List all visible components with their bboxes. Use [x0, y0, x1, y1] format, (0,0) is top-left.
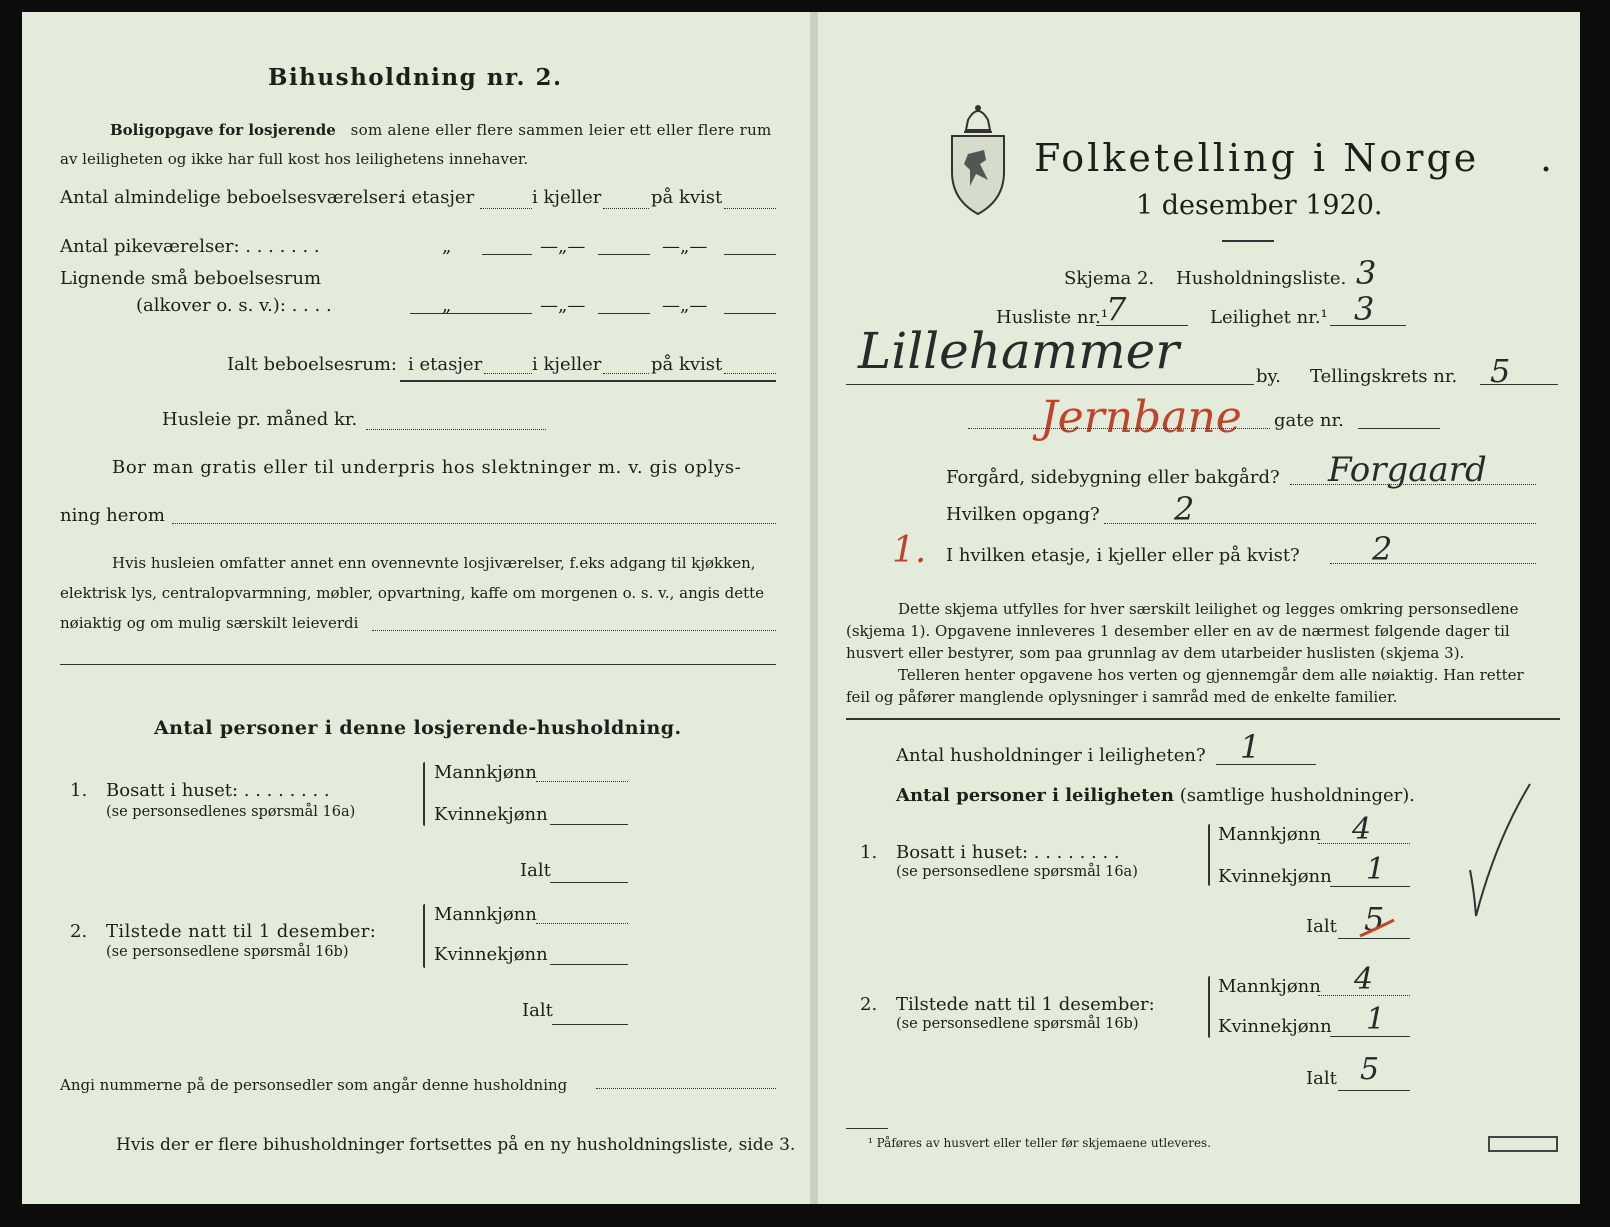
forgaard-label: Forgård, sidebygning eller bakgård?	[946, 467, 1280, 488]
tellingskrets-value: 5	[1490, 352, 1511, 390]
left-q1-sub: (se personsedlenes spørsmål 16a)	[106, 804, 356, 820]
left-persons-heading: Antal personer i denne losjerende-husholdning.	[154, 717, 682, 739]
leieverdi-field-2[interactable]	[60, 664, 776, 665]
alkover-label: (alkover o. s. v.): . . . .	[136, 295, 332, 316]
left-q2-ialt-field[interactable]	[552, 1024, 628, 1025]
right-q2-mann-value: 4	[1354, 962, 1374, 997]
footnote-rule	[846, 1128, 888, 1129]
right-q1-mann-field[interactable]	[1318, 843, 1410, 844]
right-q1-ialt-value: 5	[1364, 900, 1385, 938]
right-q2-kvinne-field[interactable]	[1330, 1036, 1410, 1037]
opgang-value: 2	[1174, 490, 1195, 528]
rooms-etasjer-field[interactable]	[480, 208, 532, 209]
ialt-kvist-label: på kvist	[651, 354, 723, 375]
opgang-field[interactable]	[1104, 523, 1536, 524]
title-rule	[1222, 240, 1274, 242]
skjema-label: Skjema 2.	[1064, 268, 1155, 289]
left-q1-ialt-label: Ialt	[520, 860, 551, 881]
right-q1-kvinne-label: Kvinnekjønn	[1218, 866, 1332, 887]
left-q2-sub: (se personsedlene spørsmål 16b)	[106, 944, 349, 960]
note-rule	[846, 718, 1560, 720]
husleie-label: Husleie pr. måned kr.	[162, 409, 358, 430]
note-line-4: Telleren henter opgavene hos verten og gjennemgår dem alle nøiaktig. Han retter	[898, 666, 1524, 684]
right-title: Folketelling i Norge	[1034, 136, 1480, 180]
street-field[interactable]	[968, 428, 1270, 429]
left-q1-kvinne-field[interactable]	[550, 824, 628, 825]
alkover-etasjer-field[interactable]	[410, 313, 532, 314]
right-q2-ialt-value: 5	[1360, 1052, 1380, 1087]
ialt-rooms-underline	[400, 380, 776, 382]
tellingskrets-label: Tellingskrets nr.	[1310, 366, 1458, 387]
etasje-field[interactable]	[1330, 563, 1536, 564]
pike-kvist-field[interactable]	[724, 254, 776, 255]
ialt-rooms-label: Ialt beboelsesrum:	[227, 354, 397, 375]
husholdningsliste-label: Husholdningsliste.	[1176, 268, 1347, 289]
right-q2-brace	[1208, 976, 1210, 1038]
left-q2-mann-field[interactable]	[536, 923, 628, 924]
rooms-kjeller-field[interactable]	[603, 208, 649, 209]
ialt-etasjer-field[interactable]	[484, 373, 532, 374]
alkover-ditto: „	[442, 295, 452, 316]
right-persons-heading: Antal personer i leiligheten (samtlige husholdninger).	[896, 785, 1416, 806]
alkover-ditto-2: —„—	[540, 295, 586, 316]
left-q1-mann-field[interactable]	[536, 781, 628, 782]
gratis-field[interactable]	[172, 523, 776, 524]
pike-label: Antal pikeværelser: . . . . . . .	[60, 236, 320, 257]
right-q2-number: 2.	[860, 994, 878, 1015]
right-q2-ialt-label: Ialt	[1306, 1068, 1337, 1089]
gratis-line-1: Bor man gratis eller til underpris hos slektninger m. v. gis oplys-	[112, 457, 742, 478]
leilighet-value: 3	[1354, 290, 1375, 328]
ialt-correction-stroke-icon	[1358, 918, 1398, 940]
hvis-line-2: elektrisk lys, centralopvarmning, møbler, opvartning, kaffe om morgenen o. s. v., angis dette	[60, 584, 765, 602]
pike-ditto-2: —„—	[540, 236, 586, 257]
right-q1-sub: (se personsedlene spørsmål 16a)	[896, 864, 1138, 880]
left-footer: Hvis der er flere bihusholdninger fortsettes på en ny husholdningsliste, side 3.	[116, 1135, 796, 1155]
pike-ditto-3: —„—	[662, 236, 708, 257]
ialt-etasjer-label: i etasjer	[408, 354, 483, 375]
right-q1-ialt-field[interactable]	[1338, 938, 1410, 939]
printer-stamp	[1488, 1136, 1558, 1152]
rooms-kjeller-label: i kjeller	[532, 187, 602, 208]
angi-field[interactable]	[596, 1088, 776, 1089]
left-q2-label: Tilstede natt til 1 desember:	[106, 921, 377, 942]
right-q2-kvinne-label: Kvinnekjønn	[1218, 1016, 1332, 1037]
gate-nr-field[interactable]	[1358, 428, 1440, 429]
ialt-kjeller-label: i kjeller	[532, 354, 602, 375]
ialt-kvist-field[interactable]	[724, 373, 776, 374]
etasje-label: I hvilken etasje, i kjeller eller på kvist?	[946, 545, 1300, 566]
rooms-kvist-label: på kvist	[651, 187, 723, 208]
note-line-1: Dette skjema utfylles for hver særskilt leilighet og legges omkring personsedlene	[898, 600, 1519, 618]
husholdningsliste-value: 3	[1356, 254, 1377, 292]
right-q1-ialt-label: Ialt	[1306, 916, 1337, 937]
left-q1-mann-label: Mannkjønn	[434, 762, 537, 783]
husliste-label: Husliste nr.¹	[996, 307, 1109, 328]
tellingskrets-field[interactable]	[1480, 384, 1558, 385]
right-q1-mann-value: 4	[1352, 812, 1372, 847]
leilighet-field[interactable]	[1330, 325, 1406, 326]
left-q2-number: 2.	[70, 921, 88, 942]
alkover-kjeller-field[interactable]	[598, 313, 650, 314]
left-q1-ialt-field[interactable]	[550, 882, 628, 883]
husliste-value: 7	[1106, 290, 1127, 328]
right-q2-ialt-field[interactable]	[1338, 1090, 1410, 1091]
leilighet-label: Leilighet nr.¹	[1210, 307, 1328, 328]
note-line-5: feil og påfører manglende oplysninger i samråd med de enkelte familier.	[846, 688, 1398, 706]
right-q2-label: Tilstede natt til 1 desember:	[896, 994, 1155, 1015]
left-q2-kvinne-field[interactable]	[550, 964, 628, 965]
right-q2-mann-field[interactable]	[1318, 995, 1410, 996]
pike-kjeller-field[interactable]	[598, 254, 650, 255]
note-line-3: husvert eller bestyrer, som paa grunnlag av dem utarbeider huslisten (skjema 3).	[846, 644, 1465, 662]
forgaard-value: Forgaard	[1328, 450, 1487, 490]
rooms-label: Antal almindelige beboelsesværelser:	[60, 187, 404, 208]
town-value: Lillehammer	[858, 322, 1180, 380]
left-q2-mann-label: Mannkjønn	[434, 904, 537, 925]
left-q1-number: 1.	[70, 780, 88, 801]
angi-label: Angi nummerne på de personsedler som angår denne husholdning	[60, 1076, 568, 1094]
rooms-kvist-field[interactable]	[724, 208, 776, 209]
forgaard-field[interactable]	[1290, 484, 1536, 485]
right-q1-mann-label: Mannkjønn	[1218, 824, 1321, 845]
note-line-2: (skjema 1). Opgavene innleveres 1 desember eller en av de nærmest følgende dager til	[846, 622, 1510, 640]
etasje-value: 2	[1372, 530, 1393, 568]
margin-mark: 1.	[892, 530, 927, 571]
leieverdi-field[interactable]	[372, 630, 776, 631]
right-q1-kvinne-value: 1	[1366, 852, 1386, 887]
right-date: 1 desember 1920.	[1136, 190, 1383, 221]
right-q1-number: 1.	[860, 842, 878, 863]
gate-label: gate nr.	[1274, 410, 1344, 431]
intro-line-1: Boligopgave for losjerende som alene eller flere sammen leier ett eller flere rum	[110, 121, 772, 139]
check-mark-icon	[1466, 780, 1536, 920]
left-title: Bihusholdning nr. 2.	[268, 64, 563, 91]
left-q2-kvinne-label: Kvinnekjønn	[434, 944, 548, 965]
by-label: by.	[1256, 366, 1282, 387]
intro-line-2: av leiligheten og ikke har full kost hos leilighetens innehaver.	[60, 150, 529, 168]
right-q2-sub: (se personsedlene spørsmål 16b)	[896, 1016, 1139, 1032]
pike-ditto: „	[442, 236, 452, 257]
pike-etasjer-field[interactable]	[482, 254, 532, 255]
opgang-label: Hvilken opgang?	[946, 504, 1100, 525]
hvis-line-3: nøiaktig og om mulig særskilt leieverdi	[60, 614, 359, 632]
coat-of-arms-icon	[946, 100, 1010, 218]
left-q1-kvinne-label: Kvinnekjønn	[434, 804, 548, 825]
left-q2-ialt-label: Ialt	[522, 1000, 553, 1021]
town-field[interactable]	[846, 384, 1254, 385]
antal-hush-value: 1	[1240, 728, 1261, 766]
left-q1-brace	[423, 762, 425, 826]
right-title-dot: .	[1540, 136, 1553, 180]
right-q2-mann-label: Mannkjønn	[1218, 976, 1321, 997]
hvis-line-1: Hvis husleien omfatter annet enn ovennevnte losjiværelser, f.eks adgang til kjøkken,	[112, 554, 756, 572]
right-q2-kvinne-value: 1	[1366, 1002, 1386, 1037]
footnote: ¹ Påføres av husvert eller teller før skjemaene utleveres.	[868, 1136, 1212, 1150]
antal-hush-label: Antal husholdninger i leiligheten?	[896, 745, 1206, 766]
page-gutter	[810, 12, 818, 1204]
street-value: Jernbane	[1040, 392, 1242, 443]
alkover-ditto-3: —„—	[662, 295, 708, 316]
left-q1-label: Bosatt i huset: . . . . . . . .	[106, 780, 330, 801]
husleie-field[interactable]	[366, 429, 546, 430]
right-q1-kvinne-field[interactable]	[1330, 886, 1410, 887]
gratis-line-2: ning herom	[60, 505, 165, 526]
right-q1-brace	[1208, 824, 1210, 886]
alkover-kvist-field[interactable]	[724, 313, 776, 314]
rooms-etasjer-label: i etasjer	[400, 187, 475, 208]
antal-hush-field[interactable]	[1216, 764, 1316, 765]
ialt-kjeller-field[interactable]	[603, 373, 649, 374]
right-q1-label: Bosatt i huset: . . . . . . . .	[896, 842, 1120, 863]
left-q2-brace	[423, 904, 425, 968]
lignende-label: Lignende små beboelsesrum	[60, 268, 322, 289]
